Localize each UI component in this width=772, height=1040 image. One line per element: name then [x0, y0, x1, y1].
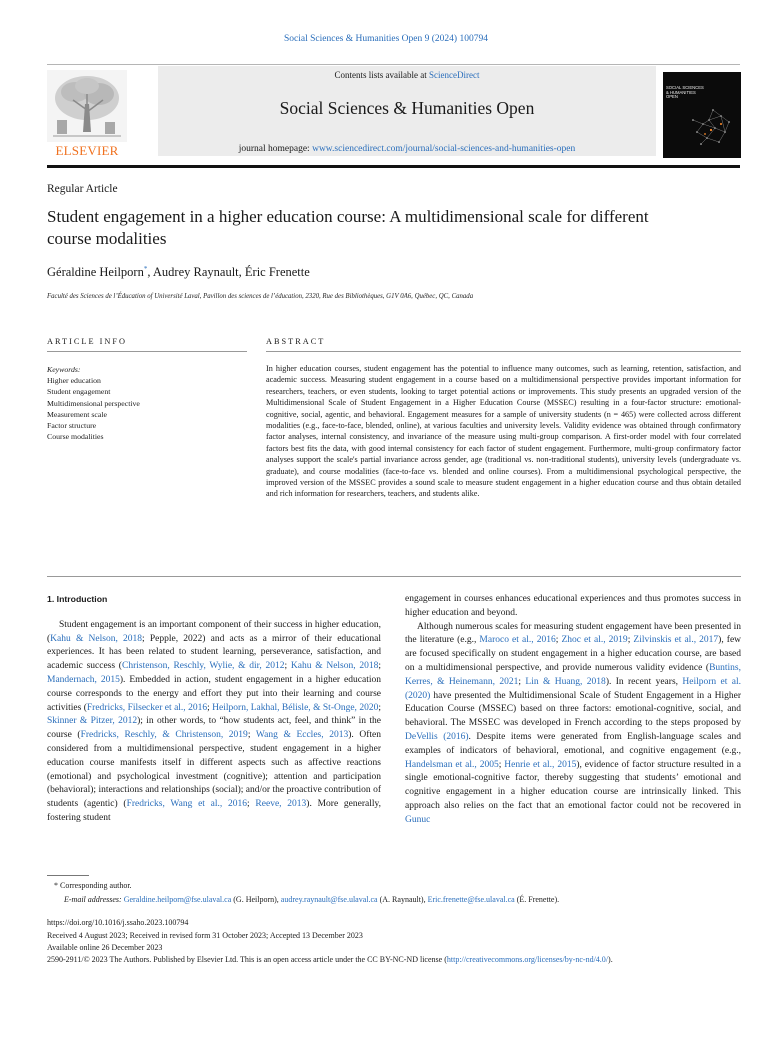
citation-link[interactable]: Handelsman et al., 2005 — [405, 759, 499, 770]
sciencedirect-link[interactable]: ScienceDirect — [429, 70, 480, 80]
corresponding-author-note: * Corresponding author. — [54, 881, 132, 890]
citation-link[interactable]: Fredricks, Filsecker et al., 2016 — [86, 702, 208, 713]
paragraph-text: Although numerous scales for measuring student engagement have been presented in the literature (e.g., — [405, 621, 741, 646]
paragraph-text: ). Embedded in action, student engagement in a higher education course corresponds to the energy and effort they put into their learning and course activities ( — [47, 674, 381, 713]
footnote-rule — [47, 875, 89, 876]
author-separator: , — [238, 265, 242, 280]
body-left-column — [47, 593, 381, 826]
corresponding-author-mark[interactable]: * — [143, 265, 148, 273]
paragraph-text: ; — [247, 799, 256, 810]
cover-title-text: SOCIAL SCIENCES & HUMANITIES OPEN — [666, 85, 704, 100]
paragraph-text: . Despite items were generated from English-language scales and examples of indicators of behavioral, emotional, and cognitive engagement (e.g., — [405, 731, 742, 756]
paragraph-text: ; — [207, 702, 213, 713]
paragraph-text: have presented the Multidimensional Scale of Student Engagement in a Higher Education Course (MSSEC) based on three factors: emotional-cognitive, social, and behavioral. The MSSEC was developed in French according to the steps proposed by — [405, 690, 741, 729]
citation-link[interactable]: Fredricks, Wang et al., 2016 — [126, 799, 248, 810]
paragraph-text: ), few are focused specifically on student engagement in a higher education course, are based on a multidimensional perspective, and provide numerous validity evidence ( — [405, 635, 742, 673]
keyword-item: Multidimensional perspective — [47, 398, 140, 408]
paragraph-text: ; — [247, 730, 256, 741]
author-affiliation: Faculté des Sciences de l’Éducation of Université Laval, Pavillon des sciences de l’éducation, 2320, Rue des Bibliothèques, G1V 0A6, Québec, QC, Canada — [47, 293, 474, 300]
header-top-rule — [47, 64, 740, 65]
header-bottom-rule — [47, 165, 740, 168]
citation-link[interactable]: Lin & Huang, 2018 — [525, 676, 606, 687]
paragraph-text: ). In recent years, — [605, 676, 683, 687]
paragraph-text: ; — [518, 676, 526, 687]
paragraph-text: ), evidence of factor structure resulted in a single emotional-cognitive factor, thereby suggesting that students’ emotional and cognitive engagement in a higher education course are intrinsically linked. This approach also relies on the fact that an emotional factor could not be recovered in — [405, 759, 742, 811]
journal-citation[interactable]: Social Sciences & Humanities Open 9 (2024) 100794 — [284, 34, 488, 44]
citation-link[interactable]: Mandernach, 2015 — [47, 674, 120, 685]
keyword-item: Student engagement — [47, 387, 111, 397]
citation-link[interactable]: Buntins, Kerres, & Heinemann, 2021 — [405, 662, 741, 687]
homepage-label: journal homepage: — [238, 144, 310, 154]
doi-link[interactable]: https://doi.org/10.1016/j.ssaho.2023.100794 — [47, 918, 189, 927]
copyright-license — [47, 954, 741, 965]
author-separator: , — [147, 265, 151, 280]
citation-link[interactable]: Christenson, Reschly, Wylie, & dir, 2012 — [121, 661, 285, 672]
journal-title: Social Sciences & Humanities Open — [279, 98, 535, 118]
journal-homepage-line — [158, 144, 656, 154]
citation-link[interactable]: Maroco et al., 2016 — [479, 635, 556, 646]
article-info-heading: ARTICLE INFO — [47, 337, 127, 346]
citation-link[interactable]: Zhoc et al., 2019 — [561, 635, 628, 646]
paragraph-text: ); in other words, to “how students act, feel, and think” in the course ( — [47, 716, 381, 741]
email-owner: (G. Heilporn), — [231, 895, 281, 904]
left-column-paragraphs — [47, 619, 381, 826]
email-link-raynault[interactable]: audrey.raynault@fse.ulaval.ca — [280, 895, 378, 904]
article-info-rule — [47, 351, 247, 352]
email-addresses — [64, 894, 744, 905]
body-paragraph — [405, 593, 741, 621]
body-paragraph — [47, 619, 381, 826]
citation-link[interactable]: Skinner & Pitzer, 2012 — [47, 716, 138, 727]
keyword-item: Measurement scale — [47, 409, 107, 419]
paragraph-text: ; — [378, 702, 381, 713]
paragraph-text: ). Often considered from a multidimensional perspective, student engagement in a higher education course manifests itself in different aspects such as affective reactions (emotional) and psychological investment (cognitive); attention and participation (behavioral); interactions and relationships (social); and/or the proactive contribution of students (agentic) ( — [47, 730, 382, 810]
journal-homepage-link[interactable]: www.sciencedirect.com/journal/social-sciences-and-humanities-open — [312, 144, 576, 154]
email-owner: (A. Raynault), — [377, 895, 428, 904]
paragraph-text: engagement in courses enhances educational experiences and thus promotes success in higher education and beyond. — [405, 594, 741, 618]
abstract-rule-bottom — [47, 576, 741, 577]
introduction-heading: 1. Introduction — [47, 594, 108, 604]
citation-link[interactable]: Henrie et al., 2015 — [504, 759, 577, 770]
abstract-text: In higher education courses, student engagement has the potential to influence many outcomes, such as learning, retention, satisfaction, and academic success. Measuring student engagement in a course based on a multidimensional perspective provides important information for researchers, teachers, or even students, looking to target potential actions or improvements. This study presents an upgraded version of the Multidimensional Scale of Student Engagement in a Higher Education Course (MSSEC) resulting in a four-factor structure: emotional-cognitive, social, agentic, and behavioral. Engagement measures for a sample of university students (n = 465) were collected across different modalities (e.g., face-to-face, blended, online), at various faculties and university levels. Validity evidence was obtained through confirmatory factor analyses, internal consistency, and invariance of the measure using multi-group comparison. A first-order model with four correlated factors best fits the data, with good internal consistency for each factor of student engagement. Furthermore, multi-group confirmatory factor analyses support the scale's partial invariance across gender, age (traditional vs. non-traditional students), university levels (undergraduate vs. graduate), and course modalities (face-to-face vs. blended and online courses). From a multidimensional psychological perspective, the improved version of the MSSEC provides a sound scale to measure student engagement in a higher education course and thus obtain detailed and rich information for researchers, teachers, and students alike. — [266, 364, 741, 499]
paragraph-text: ; — [555, 635, 562, 646]
paragraph-text: ; — [378, 661, 381, 672]
citation-link[interactable]: Kahu & Nelson, 2018 — [290, 661, 379, 672]
body-paragraph — [405, 621, 741, 828]
email-link-frenette[interactable]: Eric.frenette@fse.ulaval.ca — [427, 895, 515, 904]
citation-link[interactable]: Kahu & Nelson, 2018 — [50, 633, 143, 644]
right-column-paragraphs — [405, 593, 741, 828]
contents-prefix: Contents lists available at — [334, 70, 427, 80]
copyright-close: ). — [608, 955, 613, 964]
keyword-item: Factor structure — [47, 421, 97, 431]
paragraph-text: ; — [627, 635, 634, 646]
article-title: Student engagement in a higher education course: A multidimensional scale for different course modalities — [47, 207, 649, 248]
paragraph-text: Student engagement is an important component of their success in higher education, ( — [47, 619, 381, 644]
contents-line — [158, 70, 656, 80]
author-name[interactable]: Géraldine Heilporn — [47, 265, 144, 280]
paragraph-text: ; Pepple, 2022) and acts as a mirror of their educational experiences. It has been related to student learning, perseverance, satisfaction, and academic success ( — [47, 633, 381, 672]
author-list — [47, 265, 310, 280]
citation-link[interactable]: Gunuc — [405, 814, 431, 825]
body-right-column — [405, 593, 741, 828]
keywords-label: Keywords: — [47, 365, 81, 374]
paragraph-text: ; — [498, 759, 505, 770]
email-owner: (É. Frenette). — [514, 895, 560, 904]
article-type: Regular Article — [47, 183, 118, 195]
citation-link[interactable]: Zilvinskis et al., 2017 — [633, 635, 719, 646]
available-online-date: Available online 26 December 2023 — [47, 943, 163, 952]
elsevier-wordmark: ELSEVIER — [55, 143, 119, 158]
citation-link[interactable]: Heilporn, Lakhal, Bélisle, & St-Onge, 2020 — [212, 702, 379, 713]
citation-link[interactable]: Fredricks, Reschly, & Christenson, 2019 — [80, 730, 248, 741]
citation-link[interactable]: DeVellis (2016) — [405, 731, 469, 742]
author-name[interactable]: Éric Frenette — [244, 265, 310, 280]
email-link-heilporn[interactable]: Geraldine.heilporn@fse.ulaval.ca — [123, 895, 232, 904]
paragraph-text: ; — [284, 661, 291, 672]
abstract-rule-top — [266, 351, 741, 352]
citation-link[interactable]: Reeve, 2013 — [255, 799, 307, 810]
keywords-block — [47, 364, 247, 442]
abstract-heading: ABSTRACT — [266, 337, 326, 346]
citation-link[interactable]: Heilporn et al. (2020) — [405, 676, 741, 701]
paragraph-text: ). More generally, fostering student — [47, 799, 382, 823]
citation-link[interactable]: Wang & Eccles, 2013 — [255, 730, 349, 741]
keyword-item: Course modalities — [47, 432, 104, 442]
copyright-text: 2590-2911/© 2023 The Authors. Published by Elsevier Ltd. This is an open access article under the CC BY-NC-ND license ( — [47, 955, 447, 964]
email-label: E-mail addresses: — [64, 895, 122, 904]
received-dates: Received 4 August 2023; Received in revised form 31 October 2023; Accepted 13 December 2023 — [47, 931, 363, 940]
license-link[interactable]: http://creativecommons.org/licenses/by-nc-nd/4.0/ — [446, 955, 609, 964]
author-name[interactable]: Audrey Raynault — [152, 265, 239, 280]
keyword-item: Higher education — [47, 376, 101, 386]
